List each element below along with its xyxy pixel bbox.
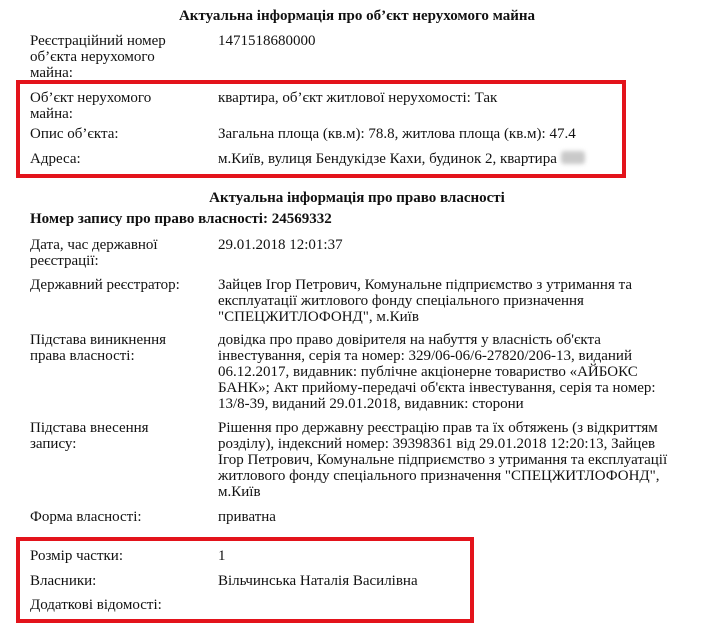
ownership-basis-value: довідка про право довірителя на набуття у власність об'єкта інвестування, серія та номер: 329/06-06/6-27820/206-13, виданий 06.12.2017, видавник: публічне акціонерне товариство «АЙБОКС БАНК»; Акт прийому-передачі об'єкта інвестування, серія та номер: 13/8-39, виданий 29.01.2018, видавник: сторони (218, 332, 656, 412)
object-highlight-box (16, 80, 626, 178)
share-value: 1 (218, 548, 226, 564)
description-label: Опис об’єкта: (30, 126, 119, 142)
ownership-form-value: приватна (218, 509, 276, 525)
ownership-section-heading: Актуальна інформація про право власності (209, 190, 505, 206)
reg-date-label: Дата, час державної реєстрації: (30, 237, 158, 269)
ownership-basis-label: Підстава виникнення права власності: (30, 332, 167, 364)
ownership-highlight-box (16, 537, 474, 623)
registrar-value: Зайцев Ігор Петрович, Комунальне підприємство з утримання та експлуатації житлового фонду спеціального призначення "СПЕЦЖИТЛОФОНД", м.Київ (218, 277, 633, 325)
entry-basis-label: Підстава внесення запису: (30, 420, 149, 452)
object-section-heading: Актуальна інформація про об’єкт нерухомого майна (178, 8, 536, 24)
reg-number-label: Реєстраційний номер об’єкта нерухомого майна: (30, 33, 166, 81)
share-label: Розмір частки: (30, 548, 123, 564)
reg-number-value: 1471518680000 (218, 33, 316, 49)
address-label: Адреса: (30, 151, 81, 167)
entry-basis-value: Рішення про державну реєстрацію прав та їх обтяжень (з відкриттям розділу), індексний номер: 39398361 від 29.01.2018 12:20:13, Зайцев Ігор Петрович, Комунальне підприємство з утримання та експлуатації житлового фонду спеціального призначення "СПЕЦЖИТЛОФОНД", м.Київ (218, 420, 668, 500)
owners-label: Власники: (30, 573, 97, 589)
address-value: м.Київ, вулиця Бендукідзе Кахи, будинок 2, квартира (218, 151, 557, 167)
record-number-title: Номер запису про право власності: 24569332 (30, 211, 332, 227)
reg-date-value: 29.01.2018 12:01:37 (218, 237, 343, 253)
object-value: квартира, об’єкт житлової нерухомості: Так (218, 90, 498, 106)
registrar-label: Державний реєстратор: (30, 277, 180, 293)
owners-value: Вільчинська Наталія Василівна (218, 573, 418, 589)
extra-info-label: Додаткові відомості: (30, 597, 162, 613)
ownership-form-label: Форма власності: (30, 509, 142, 525)
object-label: Об’єкт нерухомого майна: (30, 90, 152, 122)
description-value: Загальна площа (кв.м): 78.8, житлова площа (кв.м): 47.4 (218, 126, 576, 142)
